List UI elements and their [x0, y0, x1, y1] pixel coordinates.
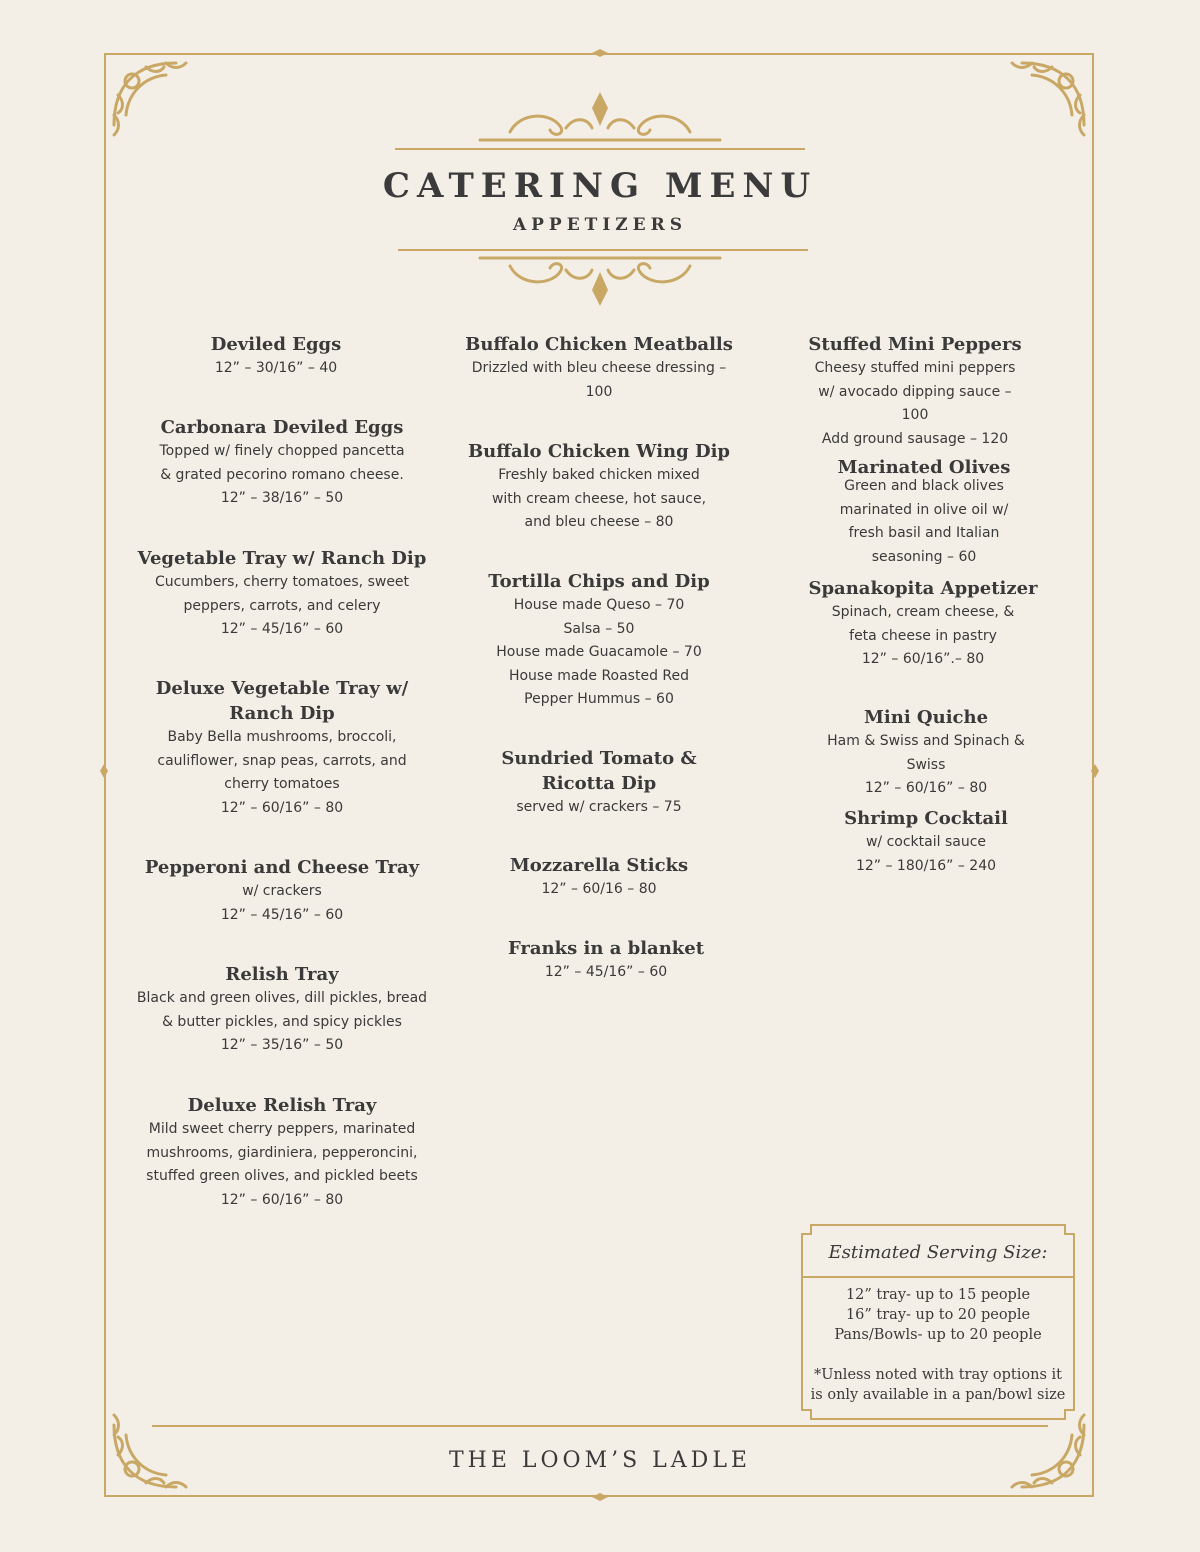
- serving-line: 12” tray- up to 15 people: [845, 1287, 1031, 1303]
- page-title: CATERING MENU: [382, 166, 818, 206]
- item-description: Cucumbers, cherry tomatoes, sweet: [154, 574, 410, 590]
- item-price: 12” – 60/16”.– 80: [861, 651, 985, 667]
- menu-item: [449, 569, 749, 712]
- item-description: & grated pecorino romano cheese.: [160, 466, 404, 483]
- item-price: 12” – 60/16 – 80: [541, 881, 657, 897]
- menu-item: [132, 1093, 432, 1212]
- item-description: Black and green olives, dill pickles, bread: [136, 990, 428, 1006]
- item-price: Pepper Hummus – 60: [524, 691, 674, 707]
- item-description: w/ crackers: [242, 883, 322, 899]
- item-name: Spanakopita Appetizer: [808, 578, 1038, 599]
- item-price: and bleu cheese – 80: [524, 514, 674, 530]
- item-price: 12” – 60/16” – 80: [220, 799, 344, 816]
- item-description: fresh basil and Italian: [848, 525, 1000, 541]
- item-description: Green and black olives: [844, 478, 1004, 494]
- item-name: Mozzarella Sticks: [509, 855, 689, 876]
- item-description: marinated in olive oil w/: [839, 501, 1009, 518]
- corner-flourish-top-right: [1002, 55, 1092, 145]
- serving-note: *Unless noted with tray options it: [814, 1367, 1062, 1383]
- item-name: Mini Quiche: [863, 707, 989, 728]
- side-ornament-left: [100, 764, 108, 778]
- menu-item: [126, 332, 426, 381]
- header-rule-top: [395, 148, 805, 150]
- item-name: Stuffed Mini Peppers: [808, 334, 1022, 355]
- item-description: feta cheese in pastry: [849, 627, 997, 644]
- item-description: served w/ crackers – 75: [516, 799, 682, 815]
- item-name: Deviled Eggs: [210, 334, 342, 355]
- item-name: Pepperoni and Cheese Tray: [144, 857, 420, 878]
- item-description: cauliflower, snap peas, carrots, and: [157, 752, 407, 769]
- menu-item: [449, 439, 749, 535]
- item-description: & butter pickles, and spicy pickles: [162, 1013, 402, 1030]
- menu-item: [132, 855, 432, 927]
- item-description: Swiss: [906, 756, 946, 773]
- item-price: Salsa – 50: [563, 620, 635, 637]
- menu-item: [132, 546, 432, 642]
- item-name: Deluxe Vegetable Tray w/ Ranch Dip: [155, 678, 409, 724]
- item-name: Vegetable Tray w/ Ranch Dip: [137, 548, 427, 569]
- item-description: Drizzled with bleu cheese dressing –: [471, 360, 727, 376]
- menu-item: [132, 962, 432, 1058]
- item-price: 12” – 30/16” – 40: [214, 360, 338, 376]
- item-price: House made Guacamole – 70: [496, 644, 702, 660]
- item-price: 12” – 60/16” – 80: [864, 780, 988, 796]
- serving-size-box: [801, 1224, 1075, 1420]
- footer-rule: [152, 1425, 1048, 1427]
- item-description: Mild sweet cherry peppers, marinated: [148, 1121, 416, 1137]
- menu-item: [806, 806, 1046, 878]
- item-description: Ham & Swiss and Spinach &: [827, 733, 1025, 749]
- item-name: Franks in a blanket: [507, 938, 705, 959]
- item-description: w/ avocado dipping sauce –: [818, 383, 1012, 400]
- menu-item: [806, 705, 1046, 801]
- item-name: Sundried Tomato & Ricotta Dip: [501, 748, 697, 794]
- item-description: w/ cocktail sauce: [865, 834, 987, 850]
- item-description: stuffed green olives, and pickled beets: [146, 1168, 418, 1184]
- restaurant-name: THE LOOM’S LADLE: [449, 1448, 751, 1473]
- item-name: Deluxe Relish Tray: [187, 1095, 377, 1116]
- item-price: Add ground sausage – 120: [821, 430, 1009, 447]
- item-name: Marinated Olives: [837, 457, 1011, 478]
- bottom-ornament: [592, 1493, 608, 1501]
- item-price: 12” – 45/16” – 60: [220, 906, 344, 923]
- menu-item: [456, 936, 756, 985]
- item-name: Shrimp Cocktail: [844, 808, 1008, 829]
- item-price: House made Queso – 70: [513, 597, 685, 613]
- item-description: Spinach, cream cheese, &: [831, 604, 1015, 620]
- item-name: Tortilla Chips and Dip: [488, 571, 710, 592]
- item-name: Carbonara Deviled Eggs: [160, 417, 404, 438]
- item-price: 12” – 180/16” – 240: [855, 857, 997, 874]
- item-price: 12” – 45/16” – 60: [544, 964, 668, 980]
- item-price: House made Roasted Red: [508, 667, 690, 684]
- menu-item: [449, 332, 749, 404]
- header-rule-bottom: [398, 249, 808, 251]
- header-flourish-bottom: [470, 256, 730, 306]
- serving-size-title: Estimated Serving Size:: [828, 1242, 1048, 1263]
- item-description: Baby Bella mushrooms, broccoli,: [167, 729, 397, 745]
- item-price: 12” – 38/16” – 50: [220, 490, 344, 506]
- serving-line: Pans/Bowls- up to 20 people: [834, 1327, 1042, 1343]
- serving-spacer: [801, 1345, 1075, 1365]
- item-name: Buffalo Chicken Meatballs: [465, 334, 733, 355]
- item-price: 12” – 35/16” – 50: [220, 1037, 344, 1053]
- item-price: 12” – 60/16” – 80: [220, 1191, 344, 1208]
- serving-line: 16” tray- up to 20 people: [845, 1307, 1031, 1323]
- menu-item: [795, 332, 1035, 451]
- page-subtitle: APPETIZERS: [512, 215, 688, 235]
- item-description: mushrooms, giardiniera, pepperoncini,: [146, 1144, 418, 1161]
- item-description: Freshly baked chicken mixed: [498, 467, 700, 483]
- item-price: 100: [585, 383, 613, 400]
- item-description: cherry tomatoes: [224, 776, 340, 792]
- item-description: Cheesy stuffed mini peppers: [814, 360, 1016, 376]
- menu-item: [489, 746, 709, 820]
- header-flourish-top: [470, 92, 730, 142]
- item-description: with cream cheese, hot sauce,: [491, 490, 707, 507]
- corner-flourish-top-left: [106, 55, 196, 145]
- menu-item: [142, 676, 422, 820]
- item-price: seasoning – 60: [871, 548, 977, 565]
- item-name: Relish Tray: [225, 964, 339, 985]
- item-price: 100: [901, 407, 929, 423]
- menu-item: [794, 455, 1054, 569]
- menu-item: [132, 415, 432, 511]
- serving-note: is only available in a pan/bowl size: [810, 1387, 1066, 1403]
- top-ornament: [592, 49, 608, 57]
- item-price: 12” – 45/16” – 60: [220, 621, 344, 637]
- side-ornament-right: [1091, 764, 1099, 778]
- item-name: Buffalo Chicken Wing Dip: [467, 441, 731, 462]
- item-description: Topped w/ finely chopped pancetta: [159, 443, 405, 459]
- menu-item: [793, 576, 1053, 672]
- item-description: peppers, carrots, and celery: [183, 597, 381, 614]
- menu-item: [449, 853, 749, 902]
